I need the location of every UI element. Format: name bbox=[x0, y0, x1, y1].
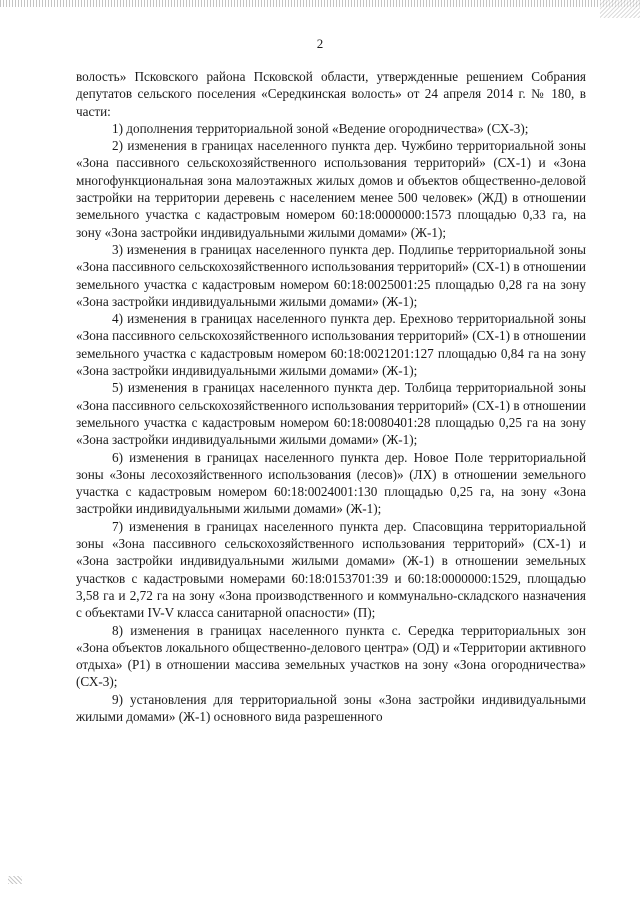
list-item-8: 8) изменения в границах населенного пункта с. Середка территориальных зон «Зона объектов локального общественно-делового центра» (ОД) и «Территории активного отдыха» (Р1) в отношении массива земельных участков на зону «Зона огородничества» (СХ-3); bbox=[76, 622, 586, 690]
intro-paragraph: волость» Псковского района Псковской области, утвержденные решением Собрания депутатов сельского поселения «Середкинская волость» от 24 апреля 2014 г. № 180, в части: bbox=[76, 69, 586, 119]
list-item-5: 5) изменения в границах населенного пункта дер. Толбица территориальной зоны «Зона пассивного сельскохозяйственного использования территорий» (СХ-1) в отношении земельного участка с кадастровым номером 60:18:0080401:28 площадью 0,25 га на зону «Зона застройки индивидуальными жилыми домами» (Ж-1); bbox=[76, 380, 586, 448]
scan-top-edge bbox=[0, 0, 640, 7]
scan-speck bbox=[8, 876, 22, 884]
document-body bbox=[76, 68, 586, 725]
list-item-2: 2) изменения в границах населенного пункта дер. Чужбино территориальной зоны «Зона пассивного сельскохозяйственного использования территорий» (СХ-1) и «Зона многофункциональная зона малоэтажных жилых домов и объектов общественно-деловой застройки на территории деревень с населением менее 500 человек» (ЖД) в отношении земельного участка с кадастровым номером 60:18:0000000:1573 площадью 0,33 га, на зону «Зона застройки индивидуальными жилыми домами» (Ж-1); bbox=[76, 138, 586, 240]
list-item-7: 7) изменения в границах населенного пункта дер. Спасовщина территориальной зоны «Зона пассивного сельскохозяйственного использования территорий» (СХ-1) и «Зона застройки индивидуальными жилыми домами» (Ж-1) в отношении земельных участков с кадастровыми номерами 60:18:0153701:39 и 60:18:0000000:1529, площадью 3,58 га и 2,72 га на зону «Зона производственного и коммунально-складского назначения с объектами IV-V класса санитарной опасности» (П); bbox=[76, 518, 586, 621]
list-item-9: 9) установления для территориальной зоны «Зона застройки индивидуальными жилыми домами» (Ж-1) основного вида разрешенного bbox=[76, 691, 586, 724]
page-number: 2 bbox=[316, 36, 324, 51]
scan-corner-artifact bbox=[600, 0, 640, 18]
list-item-3: 3) изменения в границах населенного пункта дер. Подлипье территориальной зоны «Зона пассивного сельскохозяйственного использования территорий» (СХ-1) в отношении земельного участка с кадастровым номером 60:18:0025001:25 площадью 0,28 га на зону «Зона застройки индивидуальными жилыми домами» (Ж-1); bbox=[76, 241, 586, 309]
list-item-1: 1) дополнения территориальной зоной «Ведение огородничества» (СХ-3); bbox=[112, 120, 529, 136]
list-item-4: 4) изменения в границах населенного пункта дер. Ерехново территориальной зоны «Зона пассивного сельскохозяйственного использования территорий» (СХ-1) в отношении земельного участка с кадастровым номером 60:18:0021201:127 площадью 0,84 га на зону «Зона застройки индивидуальными жилыми домами» (Ж-1); bbox=[76, 311, 586, 379]
list-item-6: 6) изменения в границах населенного пункта дер. Новое Поле территориальной зоны «Зоны лесохозяйственного использования (лесов)» (ЛХ) в отношении земельного участка с кадастровым номером 60:18:0024001:130 площадью 0,25 га, на зону «Зона застройки индивидуальными жилыми домами» (Ж-1); bbox=[76, 449, 586, 517]
